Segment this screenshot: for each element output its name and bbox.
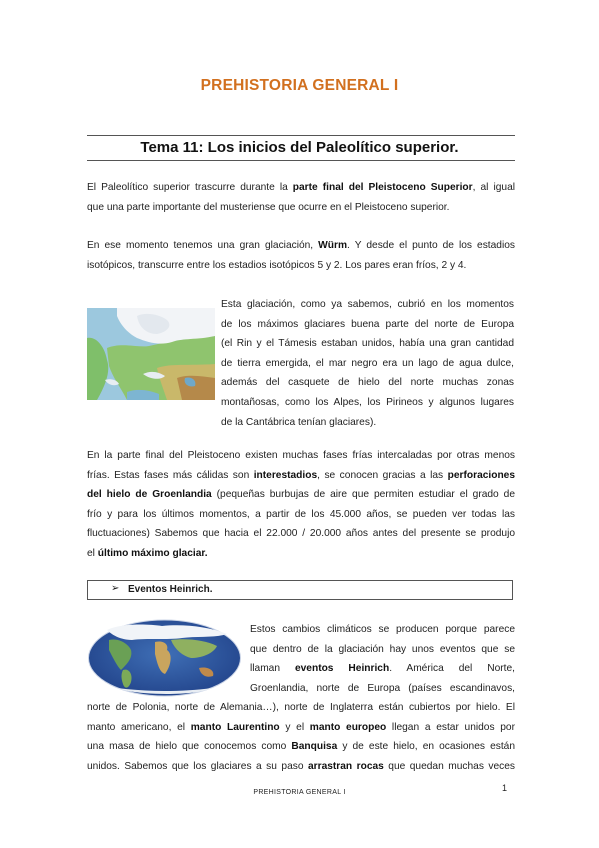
paragraph-line: que dentro de la glaciación hay unos eventos que se <box>250 643 515 655</box>
paragraph-line: isotópicos, transcurre entre los estadios isotópicos 5 y 2. Los pares eran fríos, 2 y 4. <box>87 259 467 271</box>
paragraph-line: Esta glaciación, como ya sabemos, cubrió en los momentos <box>221 299 514 310</box>
paragraph-line: (el Rin y el Támesis estaban unidos, había una gran cantidad <box>221 338 514 350</box>
section-label: Eventos Heinrich. <box>128 584 213 595</box>
paragraph-line: El Paleolítico superior trascurre durante la parte final del Pleistoceno Superior, al igual <box>87 182 515 193</box>
subtitle-bottom-rule <box>87 160 515 161</box>
paragraph-4 <box>87 446 515 563</box>
world-ice-map <box>87 618 242 698</box>
paragraph-line: unidos. Sabemos que los glaciares a su paso arrastran rocas que quedan muchas veces <box>87 760 515 772</box>
paragraph-line: de la Cantábrica tenían glaciares). <box>221 416 377 428</box>
paragraph-line: Groenlandia, norte de Europa (países escandinavos, <box>250 682 515 694</box>
paragraph-line: llaman eventos Heinrich. América del Norte, <box>250 663 516 674</box>
europe-glaciation-map <box>87 308 215 400</box>
paragraph-line: frías. Estas fases más cálidas son interestadios, se conocen gracias a las perforaciones <box>87 469 516 481</box>
paragraph-line: En ese momento tenemos una gran glaciación, Würm. Y desde el punto de los estadios <box>87 240 515 251</box>
arrow-bullet-icon: ➢ <box>111 583 120 594</box>
paragraph-line: En la parte final del Pleistoceno existen muchas fases frías intercaladas por otras menos <box>87 450 515 461</box>
paragraph-line: norte de Polonia, norte de Alemania…), norte de Inglaterra están cubiertos por hielo. El <box>87 702 515 713</box>
paragraph-line: del hielo de Groenlandia (pequeñas burbujas de aire que permiten estudiar el grado de <box>87 489 516 500</box>
page-number: 1 <box>502 783 508 793</box>
section-heading: Tema 11: Los inicios del Paleolítico superior. <box>140 139 459 156</box>
paragraph-line: frío y para los últimos momentos, a partir de los 45.000 años, se pueden ver todas las <box>87 508 515 520</box>
document-title: PREHISTORIA GENERAL I <box>200 77 399 94</box>
paragraph-line: de los máximos glaciares buena parte del norte de Europa <box>221 318 514 330</box>
paragraph-line: el último máximo glaciar. <box>87 547 208 559</box>
page-footer: PREHISTORIA GENERAL I <box>253 789 346 796</box>
paragraph-line: montañosas, como los Alpes, los Pirineos y algunos lugares <box>221 396 514 408</box>
paragraph-5-wrapped <box>250 620 515 698</box>
paragraph-5-full <box>87 698 515 776</box>
paragraph-line: de tierra emergida, el mar negro era un lago de agua dulce, <box>221 357 514 369</box>
subtitle-top-rule <box>87 135 515 136</box>
paragraph-line: Estos cambios climáticos se producen porque parece <box>250 624 515 635</box>
paragraph-line: fluctuaciones) Sabemos que hacia el 22.000 / 20.000 años antes del presente se produjo <box>87 528 515 539</box>
paragraph-line: que una parte importante del musteriense que ocurre en el Pleistoceno superior. <box>87 201 450 213</box>
paragraph-line: además del casquete de hielo del norte muchas zonas <box>221 377 514 389</box>
paragraph-3 <box>221 295 514 432</box>
paragraph-line: manto americano, el manto Laurentino y el manto europeo llegan a estar unidos por <box>87 721 515 733</box>
paragraph-2 <box>87 236 515 275</box>
paragraph-1 <box>87 178 515 217</box>
section-box-eventos-heinrich <box>87 580 513 600</box>
paragraph-line: una masa de hielo que conocemos como Banquisa y de este hielo, en ocasiones están <box>87 741 515 752</box>
